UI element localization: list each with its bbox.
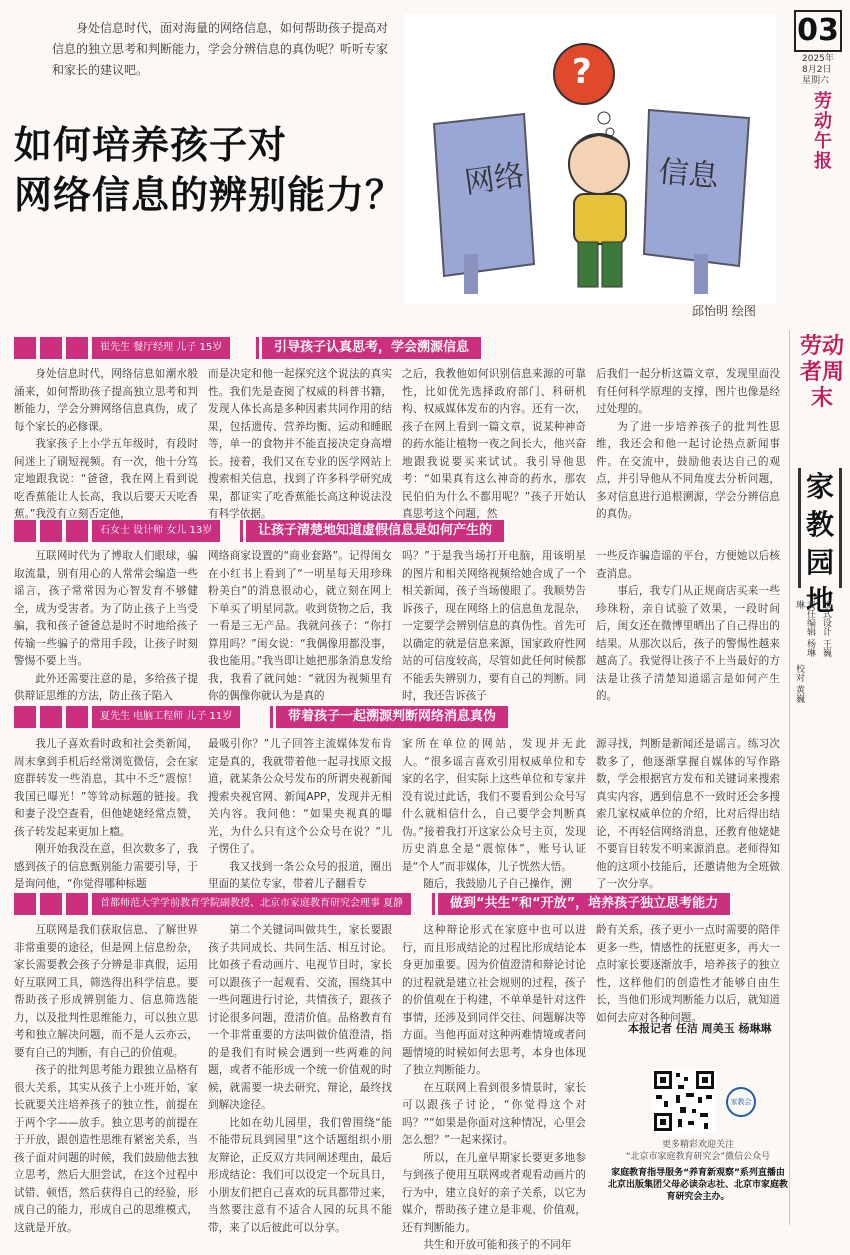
- headline-line-2: 网络信息的辨别能力？: [14, 172, 405, 217]
- section-4-col-3: [402, 922, 586, 1251]
- paragraph: 家所在单位的网站，发现并无此人。“很多谣言喜欢引用权威单位和专家的名字，但实际上这些单位和专家并没有说过此话，我们不要看到公众号写什么就相信什么，自己要学会判断真伪。”接着我打开这家公众号主页，发现历史消息全是“震惊体”，账号认证是“个人”而非媒体，儿子恍然大悟。: [402, 738, 586, 873]
- paragraph: 此外还需要注意的是，多给孩子提供辩证思维的方法，防止孩子陷入: [14, 672, 198, 702]
- qr-code-box: [608, 1057, 788, 1223]
- question-mark: ?: [572, 52, 592, 92]
- qr-code[interactable]: [652, 1069, 716, 1133]
- paragraph: 龄有关系，孩子更小一点时需要的陪伴更多一些，情感性的抚慰更多，再大一点时家长要逐渐放手，培养孩子的独立性，这样他们的创造性才能够自由生长，当他们形成判断能力以后，就知道如何去应对各种问题。: [596, 924, 780, 1024]
- paragraph: 共生和开放可能和孩子的不同年: [423, 1239, 572, 1251]
- paragraph: 吗？”于是我当场打开电脑，用该明星的图片和相关网络视频给她合成了一个相关新闻，孩子当场傻眼了。我顺势告诉孩子，现在网络上的信息鱼龙混杂，一定要学会辨别信息的真伪性。首先可以确定的就是信息来源，国家政府性网站的可信度较高，尽管如此任何时候都不能丢失辨别力，要有自己的判断。同时，我还告诉孩子: [402, 550, 586, 702]
- section-1-col-4: [596, 366, 780, 520]
- paragraph: 第二个关键词叫做共生，家长要跟孩子共同成长、共同生活、相互讨论。比如孩子看动画片、电视节目时，家长可以跟孩子一起观看、交流，围绕其中一些问题进行讨论，共情孩子，跟孩子讨论很多问题，澄清价值。品格教育有一个非常重要的方法叫做价值澄清，指的是我们有时候会遇到一些两难的问题，或者不能形成一个统一价值观的时候，就需要一块去研究、辩论，最终找到解决途径。: [208, 924, 392, 1111]
- column-name: 家教园地: [798, 468, 842, 588]
- section-2-col-4: [596, 548, 780, 703]
- paragraph: 之后，我教他如何识别信息来源的可靠性，比如优先选择政府部门、科研机构、权威媒体发布的内容。还有一次，孩子在网上看到一篇文章，说某种神奇的药水能让植物一夜之间长大，他兴奋地跟我说要买来试试。我引导他思考：“如果真有这么神奇的药水，那农民伯伯为什么不都用呢？”孩子开始认真思考这个问题，然: [402, 368, 586, 520]
- paragraph: 一些反诈骗造谣的平台，方便她以后核查消息。: [596, 550, 780, 580]
- newspaper-logo: 劳动午报: [814, 91, 832, 172]
- section-2-author: 石女士 设计师 女儿 13岁: [92, 520, 220, 542]
- qr-caption: [608, 1139, 788, 1163]
- boy-shirt: [574, 194, 626, 244]
- section-1-col-2: [208, 366, 392, 520]
- column-divider: [789, 330, 790, 1225]
- paragraph: 在互联网上看到很多情景时，家长可以跟孩子讨论，“你觉得这个对吗？”“如果是你面对这种情况，心里会怎么想？”一起来探讨。: [402, 1081, 586, 1146]
- section-3-author: 夏先生 电脑工程师 儿子 11岁: [92, 706, 240, 728]
- section-2-col-3: [402, 548, 586, 703]
- paragraph: 孩子的批判思考能力跟独立品格有很大关系，其实从孩子上小班开始，家长就要关注培养孩子的独立性，前提在于两个字——放手。独立思考的前提在于开放，跟创造性思维有紧密关系，当孩子面对问题的时候，我们鼓励他去独立思考，然后大胆尝试，在这个过程中试错、顿悟，然后获得自己的经验，形成自己的能力，形成自己的思维模式，这就是开放。: [14, 1064, 198, 1234]
- reporter-byline: 本报记者 任洁 周美玉 杨琳琳: [628, 1022, 772, 1035]
- section-name: 劳动者周末: [800, 334, 845, 411]
- section-3-title: 带着孩子一起溯源判断网络消息真伪: [276, 706, 508, 728]
- right-sign-text: 信息: [657, 154, 721, 195]
- boy-left-leg: [578, 242, 598, 287]
- section-2-col-1: [14, 548, 198, 703]
- section-4-col-1: [14, 922, 198, 1234]
- paragraph: 所以，在儿童早期家长要更多地参与到孩子使用互联网或者观看动画片的行为中，建立良好的亲子关系，以它为媒介，帮助孩子建立是非观、价值观，还有判断能力。: [402, 1151, 586, 1234]
- section-1-title: 引导孩子认真思考，学会溯源信息: [262, 337, 481, 359]
- paragraph: 为了进一步培养孩子的批判性思维，我还会和他一起讨论热点新闻事件。在交流中，鼓励他表达自己的观点，并引导他从不同角度去分析问题，多对信息进行追根溯源，学会分辨信息的真伪。: [596, 420, 780, 520]
- section-2-title: 让孩子清楚地知道虚假信息是如何产生的: [246, 520, 504, 542]
- paragraph: 我又找到一条公众号的报道，圈出里面的某位专家，带着儿子翻看专: [208, 860, 392, 890]
- headline-line-1: 如何培养孩子对: [14, 122, 288, 167]
- intro-paragraph: 身处信息时代，面对海量的网络信息，如何帮助孩子提高对信息的独立思考和判断能力，学会分辨信息的真伪呢？听听专家和家长的建议吧。: [52, 21, 389, 77]
- page-headline: [14, 120, 404, 220]
- section-4-col-2: [208, 922, 392, 1234]
- section-3-col-3: [402, 736, 586, 891]
- issue-weekday: 星期六: [802, 76, 830, 86]
- bubble-dot-1: [598, 112, 610, 124]
- boy-head: [569, 134, 629, 194]
- left-sign-text: 网络: [462, 157, 527, 201]
- qr-note: 家庭教育指导服务“养育新观察”系列直播由北京出版集团父母必读杂志社、北京市家庭教育研究会主办。: [608, 1168, 789, 1202]
- section-3-col-2: [208, 736, 392, 891]
- paragraph: 最吸引你？”儿子回答主流媒体发布肯定是真的，我就带着他一起寻找原文报道，就某条公众号发布的所谓央视新闻搜索央视官网、新闻APP，发现并无相关内容。我问他：“如果央视真的曝光，为什么只有这个公众号在说？”儿子愣住了。: [208, 738, 392, 855]
- page-number: 03: [794, 10, 842, 52]
- illustration-credit: 邱怡明 绘图: [692, 304, 756, 318]
- qr-caption-line-1: 更多精彩欢迎关注: [661, 1140, 734, 1150]
- issue-date: [802, 54, 834, 87]
- proofread-credit: 校对 黄巍: [794, 664, 804, 703]
- section-1-col-1: [14, 366, 198, 520]
- paragraph: 随后，我鼓励儿子自己操作，溯: [423, 878, 572, 890]
- paragraph: 比如在幼儿园里，我们曾围绕“能不能带玩具到园里”这个话题组织小朋友辩论，正反双方共同阐述理由，最后形成结论：我们可以设定一个玩具日，小朋友们把自己喜欢的玩具都带过来，当然要注意有不适合人园的玩具不能带，来了以后彼此可以分享。: [208, 1116, 392, 1234]
- left-sign-post: [464, 254, 478, 294]
- editor-credit: 责任编辑 杨琳琳: [794, 600, 815, 657]
- section-1-col-3: [402, 366, 586, 520]
- section-bar-4: [14, 893, 789, 915]
- paragraph: 事后，我专门从正规商店买来一些珍珠粉，亲自试验了效果，一段时间后，闺女还在微博里晒出了自己得出的结果。从那次以后，孩子的警惕性越来越高了。我觉得让孩子不上当最好的方法是让孩子清楚知道谣言是如何产生的。: [596, 585, 780, 702]
- paragraph: 互联网时代为了博取人们眼球，骗取流量，别有用心的人常常会编造一些谣言，孩子常常因为心智发育不够健全，成为受害者。为了防止孩子上当受骗，我和孩子爸爸总是时不时地给孩子传输一些骗子的常用手段，让孩子时刻警惕不要上当。: [14, 550, 198, 667]
- section-1-author: 崔先生 餐厅经理 儿子 15岁: [92, 337, 230, 359]
- design-credit: 版式设计 王巍: [820, 600, 831, 657]
- paragraph: 网络商家设置的“商业套路”。记得闺女在小红书上看到了“一明星每天用珍珠粉美白”的消息很动心，就立刻在网上下单买了明星同款。收到货物之后，我一看是三无产品。我就问孩子：“你打算用吗？”闺女说：“我偶像用都没事，我也能用。”我当即让她把那条消息发给我，我看了就问她：“就因为视频里有你的偶像你就认为是真的: [208, 550, 392, 702]
- editorial-credits: [792, 600, 844, 728]
- paragraph: 而是决定和他一起探究这个说法的真实性。我们先是查阅了权威的科普书籍，发现人体长高是多种因素共同作用的结果，包括遗传、营养均衡、运动和睡眠等，单一的食物并不能直接决定身高增长。接着，我们又在专业的医学网站上搜索相关信息，找到了许多科学研究成果，都证实了吃香蕉能长高这种说法没有科学依据。: [208, 368, 392, 520]
- section-3-col-1: [14, 736, 198, 891]
- paragraph: 互联网是我们获取信息、了解世界非常重要的途径，但是网上信息纷杂，家长需要教会孩子分辨是非真假，运用好互联网工具，筛选得出科学信息。要帮助孩子形成辨别能力、信息筛选能力，以及批判性思维能力，可以独立思考和独立解决问题，而不是人云亦云，要有自己的判断，有自己的价值观。: [14, 924, 198, 1059]
- right-sign-post: [694, 254, 708, 294]
- issue-year: 2025年: [802, 54, 834, 64]
- section-2-col-2: [208, 548, 392, 703]
- section-4-author: 首都师范大学学前教育学院副教授、北京市家庭教育研究会理事 夏静: [92, 893, 411, 915]
- section-4-col-4: [596, 922, 780, 1024]
- paragraph: 我儿子喜欢看时政和社会类新闻，周末拿到手机后经常浏览微信，会在家庭群转发一些消息，其中不乏“震惊！我国已曝光！”等耸动标题的链接。我和妻子没空查看，但他姥姥经常点赞，孩子转发起来更加上瘾。: [14, 738, 198, 838]
- section-3-col-4: [596, 736, 780, 891]
- paragraph: 后我们一起分析这篇文章，发现里面没有任何科学原理的支撑，图片也像是经过处理的。: [596, 368, 780, 415]
- section-4-title: 做到“共生”和“开放”，培养孩子独立思考能力: [438, 893, 730, 915]
- paragraph: 身处信息时代，网络信息如潮水般涌来，如何帮助孩子提高独立思考和判断能力，学会分辨网络信息真伪，成了每个家长的必修课。: [14, 368, 198, 433]
- paragraph: 源寻找，判断是新闻还是谣言。练习次数多了，他逐渐掌握自媒体的写作路数，学会根据官方发布和关键词来搜索真实内容，遇到信息不一致时还会多搜索几家权威单位的介绍，比对后得出结论，不再轻信网络消息，还教育他姥姥不要盲目转发不明来源消息。老师得知他的这项小技能后，还邀请他为全班做了一次分享。: [596, 738, 780, 890]
- boy-right-leg: [602, 242, 622, 287]
- paragraph: 刚开始我没在意，但次数多了，我感到孩子的信息甄别能力需要引导，于是询问他，“你觉得哪种标题: [14, 843, 198, 890]
- illustration: [404, 14, 776, 304]
- qr-code-icon: [652, 1069, 716, 1133]
- issue-day: 8月2日: [802, 65, 832, 75]
- paragraph: 这种辩论形式在家庭中也可以进行，而且形成结论的过程比形成结论本身更加重要。因为价值澄清和辩论讨论的过程就是建立社会规则的过程，孩子的价值观在于构建，不单单是针对这件事情，还涉及到同伴交往、问题解决等方面。当他再面对这种两难情境或者问题情境的时候如何去思考，本身也体现了独立判断能力。: [402, 924, 586, 1076]
- section-bar-1: [14, 337, 789, 359]
- qr-caption-line-2: “北京市家庭教育研究会”微信公众号: [625, 1152, 771, 1162]
- paragraph: 我家孩子上小学五年级时，有段时间迷上了刷短视频。有一次，他十分笃定地跟我说：“爸爸，我在网上看到说吃香蕉能让人长高，我以后要天天吃香蕉。”我没有立刻否定他，: [14, 438, 198, 520]
- section-bar-3: [14, 706, 789, 728]
- association-logo: 家教会: [726, 1087, 756, 1117]
